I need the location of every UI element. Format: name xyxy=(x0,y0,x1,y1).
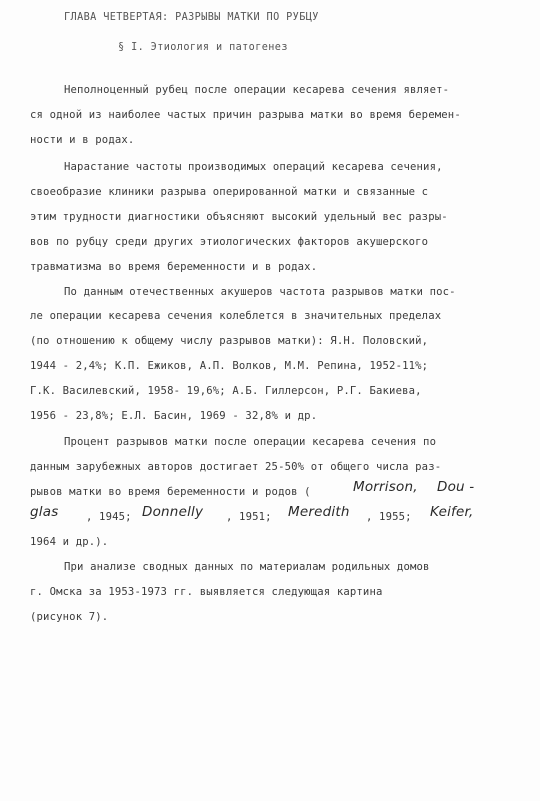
handwritten-name-morrison: Morrison, xyxy=(353,479,418,495)
paragraph-4-line-5: 1964 и др.). xyxy=(30,536,109,548)
paragraph-3-line-1: По данным отечественных акушеров частота разрывов матки пос- xyxy=(64,286,456,298)
paragraph-4-line-2: данным зарубежных авторов достигает 25-50% от общего числа раз- xyxy=(30,461,442,473)
paragraph-3-line-4: 1944 - 2,4%; К.П. Ежиков, А.П. Волков, М.М. Репина, 1952-11%; xyxy=(30,360,429,372)
paragraph-4-piece-1951: , 1951; xyxy=(226,511,272,523)
paragraph-2-line-5: травматизма во время беременности и в родах. xyxy=(30,261,318,273)
handwritten-name-donnelly: Donnelly xyxy=(142,504,204,520)
handwritten-name-keifer: Keifer, xyxy=(430,504,474,520)
paragraph-4-piece-1945: , 1945; xyxy=(86,511,132,523)
handwritten-name-meredith: Meredith xyxy=(288,504,350,520)
paragraph-2-line-2: своеобразие клиники разрыва оперированной матки и связанные с xyxy=(30,186,429,198)
paragraph-5-line-1: При анализе сводных данных по материалам родильных домов xyxy=(64,561,430,573)
paragraph-1-line-2: ся одной из наиболее частых причин разрыва матки во время беремен- xyxy=(30,109,461,121)
paragraph-3-line-2: ле операции кесарева сечения колеблется в значительных пределах xyxy=(30,310,442,322)
paragraph-5-line-2: г. Омска за 1953-1973 гг. выявляется следующая картина xyxy=(30,586,383,598)
paragraph-2-line-4: вов по рубцу среди других этиологических факторов акушерского xyxy=(30,236,429,248)
section-heading: § I. Этиология и патогенез xyxy=(118,42,288,53)
paragraph-2-line-1: Нарастание частоты производимых операций кесарева сечения, xyxy=(64,161,443,173)
paragraph-3-line-3: (по отношению к общему числу разрывов матки): Я.Н. Половский, xyxy=(30,335,429,347)
chapter-heading: ГЛАВА ЧЕТВЕРТАЯ: РАЗРЫВЫ МАТКИ ПО РУБЦУ xyxy=(64,12,319,23)
paragraph-1-line-3: ности и в родах. xyxy=(30,134,135,146)
paragraph-4-line-3: рывов матки во время беременности и родов ( xyxy=(30,486,311,498)
paragraph-3-line-5: Г.К. Василевский, 1958- 19,6%; А.Б. Гиллерсон, Р.Г. Бакиева, xyxy=(30,385,422,397)
paragraph-4-line-1: Процент разрывов матки после операции кесарева сечения по xyxy=(64,436,437,448)
paragraph-2-line-3: этим трудности диагностики объясняют высокий удельный вес разры- xyxy=(30,211,448,223)
handwritten-name-glas: glas xyxy=(30,504,59,520)
paragraph-4-piece-1955: , 1955; xyxy=(366,511,412,523)
paragraph-3-line-6: 1956 - 23,8%; Е.Л. Басин, 1969 - 32,8% и др. xyxy=(30,410,318,422)
paragraph-1-line-1: Неполноценный рубец после операции кесарева сечения являет- xyxy=(64,84,450,96)
handwritten-name-dou: Dou - xyxy=(437,479,475,495)
paragraph-5-line-3: (рисунок 7). xyxy=(30,611,109,623)
